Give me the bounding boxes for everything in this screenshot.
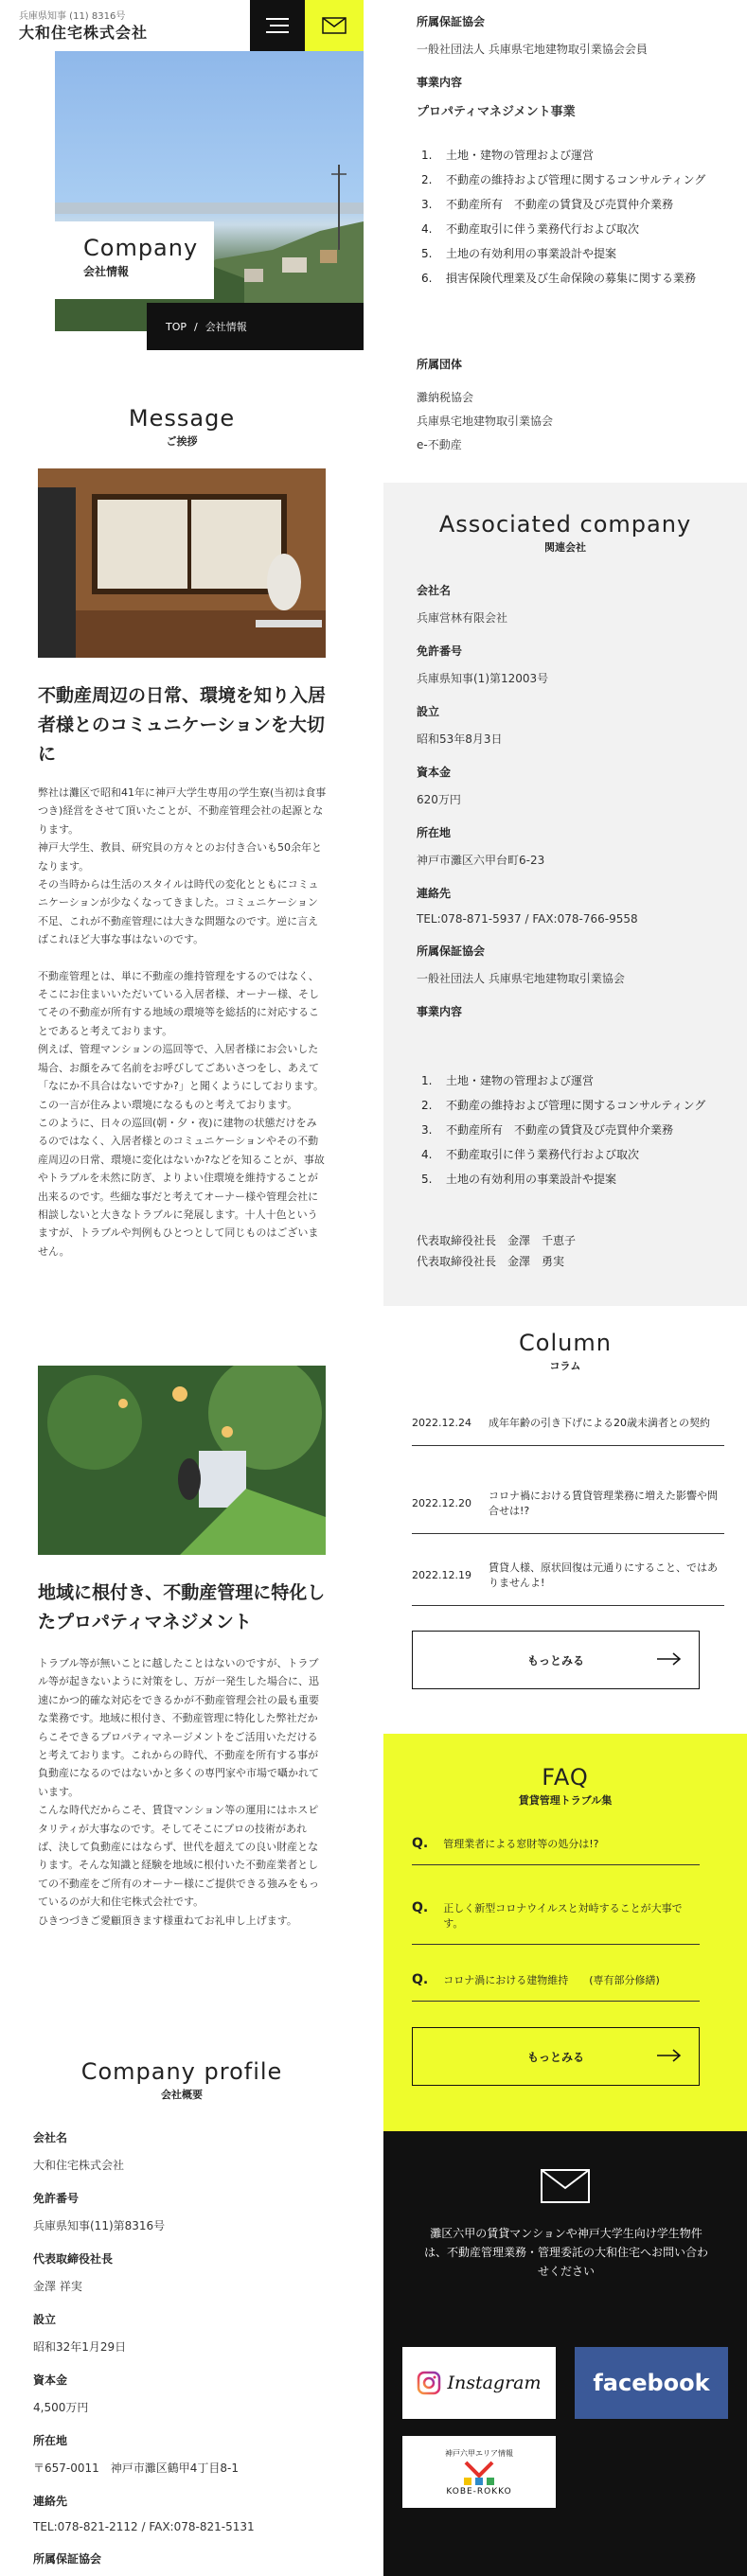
message-text: 不動産管理とは、単に不動産の維持管理をするのではなく、そこにお住まいいただいている入居者様、オーナー様、そしてその不動産が所有する地域の環境等を総括的に対応することであると考えております。 — [38, 969, 319, 1037]
faq-title-jp: 賃貸管理トラブル集 — [518, 1794, 613, 1807]
message-text: 例えば、管理マンションの巡回等で、入居者様にお会いした場合、お顔をみて名前をお呼びしてごあいさつをし、あえて「なにか不具合はないですか?」と聞くようにしております。この一言が住みよい環境になるものと考えております。 — [38, 1043, 324, 1111]
arrow-right-icon — [657, 2049, 682, 2062]
hero-image — [55, 51, 364, 331]
associated-section-title — [383, 511, 747, 555]
associated-label: 免許番号 — [417, 644, 463, 658]
garden-photo — [38, 1366, 326, 1555]
message-heading-1: 不動産周辺の日常、環境を知り入居者様とのコミュニケーションを大切に — [38, 685, 327, 765]
breadcrumb — [147, 303, 364, 350]
page-title-en: Company — [83, 235, 199, 261]
profile-label: 設立 — [33, 2313, 57, 2326]
associated-value: 神戸市灘区六甲台町6-23 — [417, 854, 545, 867]
profile-value: 金澤 祥実 — [33, 2280, 82, 2293]
header-mail-button[interactable] — [305, 0, 364, 51]
faq-section — [383, 1734, 747, 2131]
facebook-link[interactable] — [575, 2347, 728, 2419]
associated-title-jp: 関連会社 — [544, 541, 586, 554]
page-title-box — [55, 221, 214, 299]
associated-value: 兵庫県知事(1)第12003号 — [417, 672, 549, 685]
associated-business-list — [421, 1073, 724, 1196]
column-section-title — [383, 1330, 747, 1373]
associated-label: 所在地 — [417, 826, 452, 839]
kobe-rokko-logo-icon — [460, 2459, 498, 2487]
faq-section-title — [383, 1764, 747, 1808]
profile-value: 兵庫県知事(11)第8316号 — [33, 2219, 166, 2232]
list-item: 1. 土地・建物の管理および運営 — [421, 1074, 595, 1087]
message-text: 弊社は灘区で昭和41年に神戸大学生専用の学生寮(当初は食事つき)経営をさせて頂いたことが、不動産管理会社の起源となります。 — [38, 786, 327, 836]
message-title-en: Message — [128, 405, 236, 432]
message-heading-2: 地域に根付き、不動産管理に特化したプロパティマネジメント — [38, 1582, 326, 1632]
column-item[interactable] — [412, 1415, 724, 1446]
instagram-label: Instagram — [447, 2373, 542, 2393]
profile-title-en: Company profile — [80, 2058, 283, 2085]
officer: 代表取締役社長 金澤 千恵子 — [417, 1234, 577, 1247]
business-label: 事業内容 — [417, 76, 463, 89]
list-item: 4. 不動産取引に伴う業務代行および取次 — [421, 1148, 640, 1161]
faq-q-mark: Q. — [412, 1900, 429, 1915]
message-text: ひきつづきご愛顧頂きます様重ねてお礼申し上げます。 — [38, 1914, 297, 1927]
more-label: もっとみる — [526, 1653, 584, 1667]
message-body-2 — [38, 1654, 327, 1948]
message-text: トラブル等が無いことに越したことはないのですが、トラブル等が起きないように対策をし、万が一発生した場合に、迅速にかつ的確な対応をできるかが不動産管理会社の最も重要な業務です。地域に根付き、不動産管理に特化した弊社だからこそできるプロパティマネージメントをご活用いただけると考えております。これからの時代、不動産を所有する事が負動産になるのではないかと多くの専門家や市場で囁かれています。 — [38, 1657, 319, 1798]
list-item: 5. 土地の有効利用の事業設計や提案 — [421, 1173, 617, 1186]
mail-icon[interactable] — [541, 2169, 590, 2203]
message-body-1 — [38, 784, 327, 1279]
column-title-en: Column — [519, 1330, 612, 1356]
associated-value: 620万円 — [417, 793, 461, 806]
message-photo-1 — [38, 468, 326, 658]
message-section-title — [0, 405, 364, 449]
associated-label: 所属保証協会 — [417, 944, 486, 958]
message-text: 神戸大学生、教員、研究員の方々とのお付き合いも50余年となります。 — [38, 841, 322, 873]
instagram-icon — [417, 2371, 441, 2395]
more-label: もっとみる — [526, 2050, 584, 2064]
column-item[interactable] — [412, 1488, 724, 1534]
list-item: 3. 不動産所有 不動産の賃貸及び売買仲介業務 — [421, 1123, 674, 1137]
associated-title-en: Associated company — [438, 511, 692, 538]
company-profile-list — [33, 2129, 355, 2576]
associated-value: 一般社団法人 兵庫県宅地建物取引業協会 — [417, 972, 625, 985]
message-text: このように、日々の巡回(朝・夕・夜)に建物の状態だけをみるのではなく、入居者様とのコミュニケーションやその不動産周辺の日常、環境に変化はないか?などを知ることが、事故やトラブルを未然に防ぎ、よりよい住環境を維持することが出来るのです。些細な事だと考えてオーナー様や管理会社に相談しないと大きなトラブルに発展します。十人十色というますが、トラブルや判例もひとつとして同じものはございません。 — [38, 1116, 325, 1258]
profile-label: 免許番号 — [33, 2192, 80, 2205]
arrow-right-icon — [657, 1652, 682, 1666]
list-item: 1. 土地・建物の管理および運営 — [421, 149, 595, 162]
faq-q-mark: Q. — [412, 1972, 429, 1987]
page-title-jp: 会社情報 — [83, 265, 130, 278]
column-text: 賃貸人様、原状回復は元通りにすること、ではありませんよ! — [488, 1561, 718, 1589]
associated-label: 会社名 — [417, 584, 452, 597]
associated-value: 昭和53年8月3日 — [417, 732, 503, 746]
faq-question: 管理業者による窓財等の処分は!? — [443, 1838, 599, 1850]
list-item: 6. 損害保険代理業及び生命保険の募集に関する業務 — [421, 272, 697, 285]
organization-item: 灘納税協会 — [417, 391, 474, 404]
profile-value: 一般社団法人 兵庫県宅地建物取引業協会会員 — [417, 43, 648, 56]
profile-label: 所属保証協会 — [417, 15, 486, 28]
list-item: 2. 不動産の維持および管理に関するコンサルティング — [421, 173, 706, 186]
profile-title-jp: 会社概要 — [161, 2089, 203, 2101]
profile-label: 所在地 — [33, 2434, 68, 2447]
faq-item[interactable] — [412, 1836, 700, 1865]
profile-label: 連絡先 — [33, 2495, 68, 2508]
profile-label: 会社名 — [33, 2131, 68, 2144]
list-item: 5. 土地の有効利用の事業設計や提案 — [421, 247, 617, 260]
organization-list — [417, 356, 729, 469]
contact-text: 灘区六甲の賃貸マンションや神戸大学生向け学生物件は、不動産管理業務・管理委託の大和住宅へお問い合わせください — [423, 2227, 708, 2278]
associated-company-section — [383, 483, 747, 1306]
officer: 代表取締役社長 金澤 勇実 — [417, 1255, 565, 1268]
column-item[interactable] — [412, 1560, 724, 1606]
profile-value: 4,500万円 — [33, 2401, 89, 2414]
organization-item: e-不動産 — [417, 438, 462, 451]
column-more-button[interactable] — [412, 1631, 700, 1689]
breadcrumb-top-link[interactable]: TOP — [166, 320, 187, 333]
column-title-jp: コラム — [549, 1360, 581, 1372]
hamburger-icon — [266, 17, 289, 34]
list-item: 3. 不動産所有 不動産の賃貸及び売買仲介業務 — [421, 198, 674, 211]
column-text: 成年年齢の引き下げによる20歳未満者との契約 — [488, 1417, 710, 1429]
kobe-rokko-link[interactable] — [402, 2436, 556, 2508]
instagram-link[interactable] — [402, 2347, 556, 2419]
faq-question: 正しく新型コロナウイルスと対峙することが大事です。 — [443, 1902, 683, 1930]
office-photo — [38, 468, 326, 658]
mail-icon — [322, 17, 347, 34]
associated-label: 設立 — [417, 705, 440, 718]
license-number: 兵庫県知事 (11) 8316号 — [19, 11, 126, 22]
profile-section-title — [0, 2058, 364, 2102]
faq-question: コロナ渦における建物維持 (専有部分修繕) — [443, 1974, 660, 1986]
kobe-rokko-top-label: 神戸六甲エリア情報 — [445, 2448, 513, 2458]
site-logo[interactable]: 大和住宅株式会社 — [19, 24, 149, 42]
profile-label: 資本金 — [33, 2373, 68, 2387]
profile-label: 代表取締役社長 — [33, 2252, 114, 2266]
business-list — [421, 148, 724, 295]
message-text: こんな時代だからこそ、賃貸マンション等の運用にはホスピタリティが大事なのです。そしてそこにプロの技術があれば、決して負動産にはならず、世代を超えての良い財産となります。そんな知識と経験を地域に根付いた不動産業者としての不動産をご所有のオーナー様にご提供できる強みをもっているのが大和住宅株式会社です。 — [38, 1804, 319, 1909]
associated-officers — [417, 1230, 729, 1272]
right-column — [383, 0, 747, 2576]
list-item: 2. 不動産の維持および管理に関するコンサルティング — [421, 1099, 706, 1112]
associated-value: 兵庫営林有限会社 — [417, 611, 508, 625]
associated-value: TEL:078-871-5937 / FAX:078-766-9558 — [417, 912, 638, 926]
kobe-rokko-label: KOBE-ROKKO — [446, 2486, 512, 2497]
profile-value: 昭和32年1月29日 — [33, 2340, 127, 2354]
associated-company-list — [417, 582, 729, 1031]
organization-item: 兵庫県宅地建物取引業協会 — [417, 415, 554, 428]
column-date: 2022.12.20 — [412, 1496, 471, 1509]
profile-continued-list — [417, 13, 729, 140]
organization-label: 所属団体 — [417, 358, 463, 371]
menu-button[interactable] — [250, 0, 305, 51]
contact-footer — [383, 2131, 747, 2576]
column-text: コロナ禍における賃貸管理業務に増えた影響や問合せは!? — [488, 1490, 718, 1517]
faq-q-mark: Q. — [412, 1836, 429, 1851]
profile-value: 大和住宅株式会社 — [33, 2159, 125, 2172]
facebook-label: facebook — [593, 2370, 710, 2396]
breadcrumb-separator: / — [194, 320, 198, 333]
faq-item[interactable] — [412, 1972, 700, 2002]
breadcrumb-current: 会社情報 — [205, 321, 247, 333]
associated-label: 資本金 — [417, 766, 452, 779]
associated-label: 連絡先 — [417, 887, 452, 900]
profile-value: TEL:078-821-2112 / FAX:078-821-5131 — [33, 2520, 255, 2533]
list-item: 4. 不動産取引に伴う業務代行および取次 — [421, 222, 640, 236]
profile-value: 〒657-0011 神戸市灘区鶴甲4丁目8-1 — [33, 2461, 240, 2475]
message-photo-2 — [38, 1366, 326, 1555]
column-date: 2022.12.24 — [412, 1416, 471, 1429]
faq-more-button[interactable] — [412, 2027, 700, 2086]
associated-label: 事業内容 — [417, 1005, 463, 1018]
profile-label: 所属保証協会 — [33, 2552, 102, 2566]
message-title-jp: ご挨拶 — [166, 435, 198, 448]
faq-item[interactable] — [412, 1900, 700, 1945]
message-text: その当時からは生活のスタイルは時代の変化とともにコミュニケーションが少なくなってきました。コミュニケーション不足、これが不動産管理には大きな問題なのです。逆に言えばこれほど大事な事はないのです。 — [38, 878, 319, 946]
business-subtitle: プロパティマネジメント事業 — [417, 105, 576, 119]
faq-title-en: FAQ — [542, 1764, 589, 1791]
column-date: 2022.12.19 — [412, 1568, 471, 1581]
